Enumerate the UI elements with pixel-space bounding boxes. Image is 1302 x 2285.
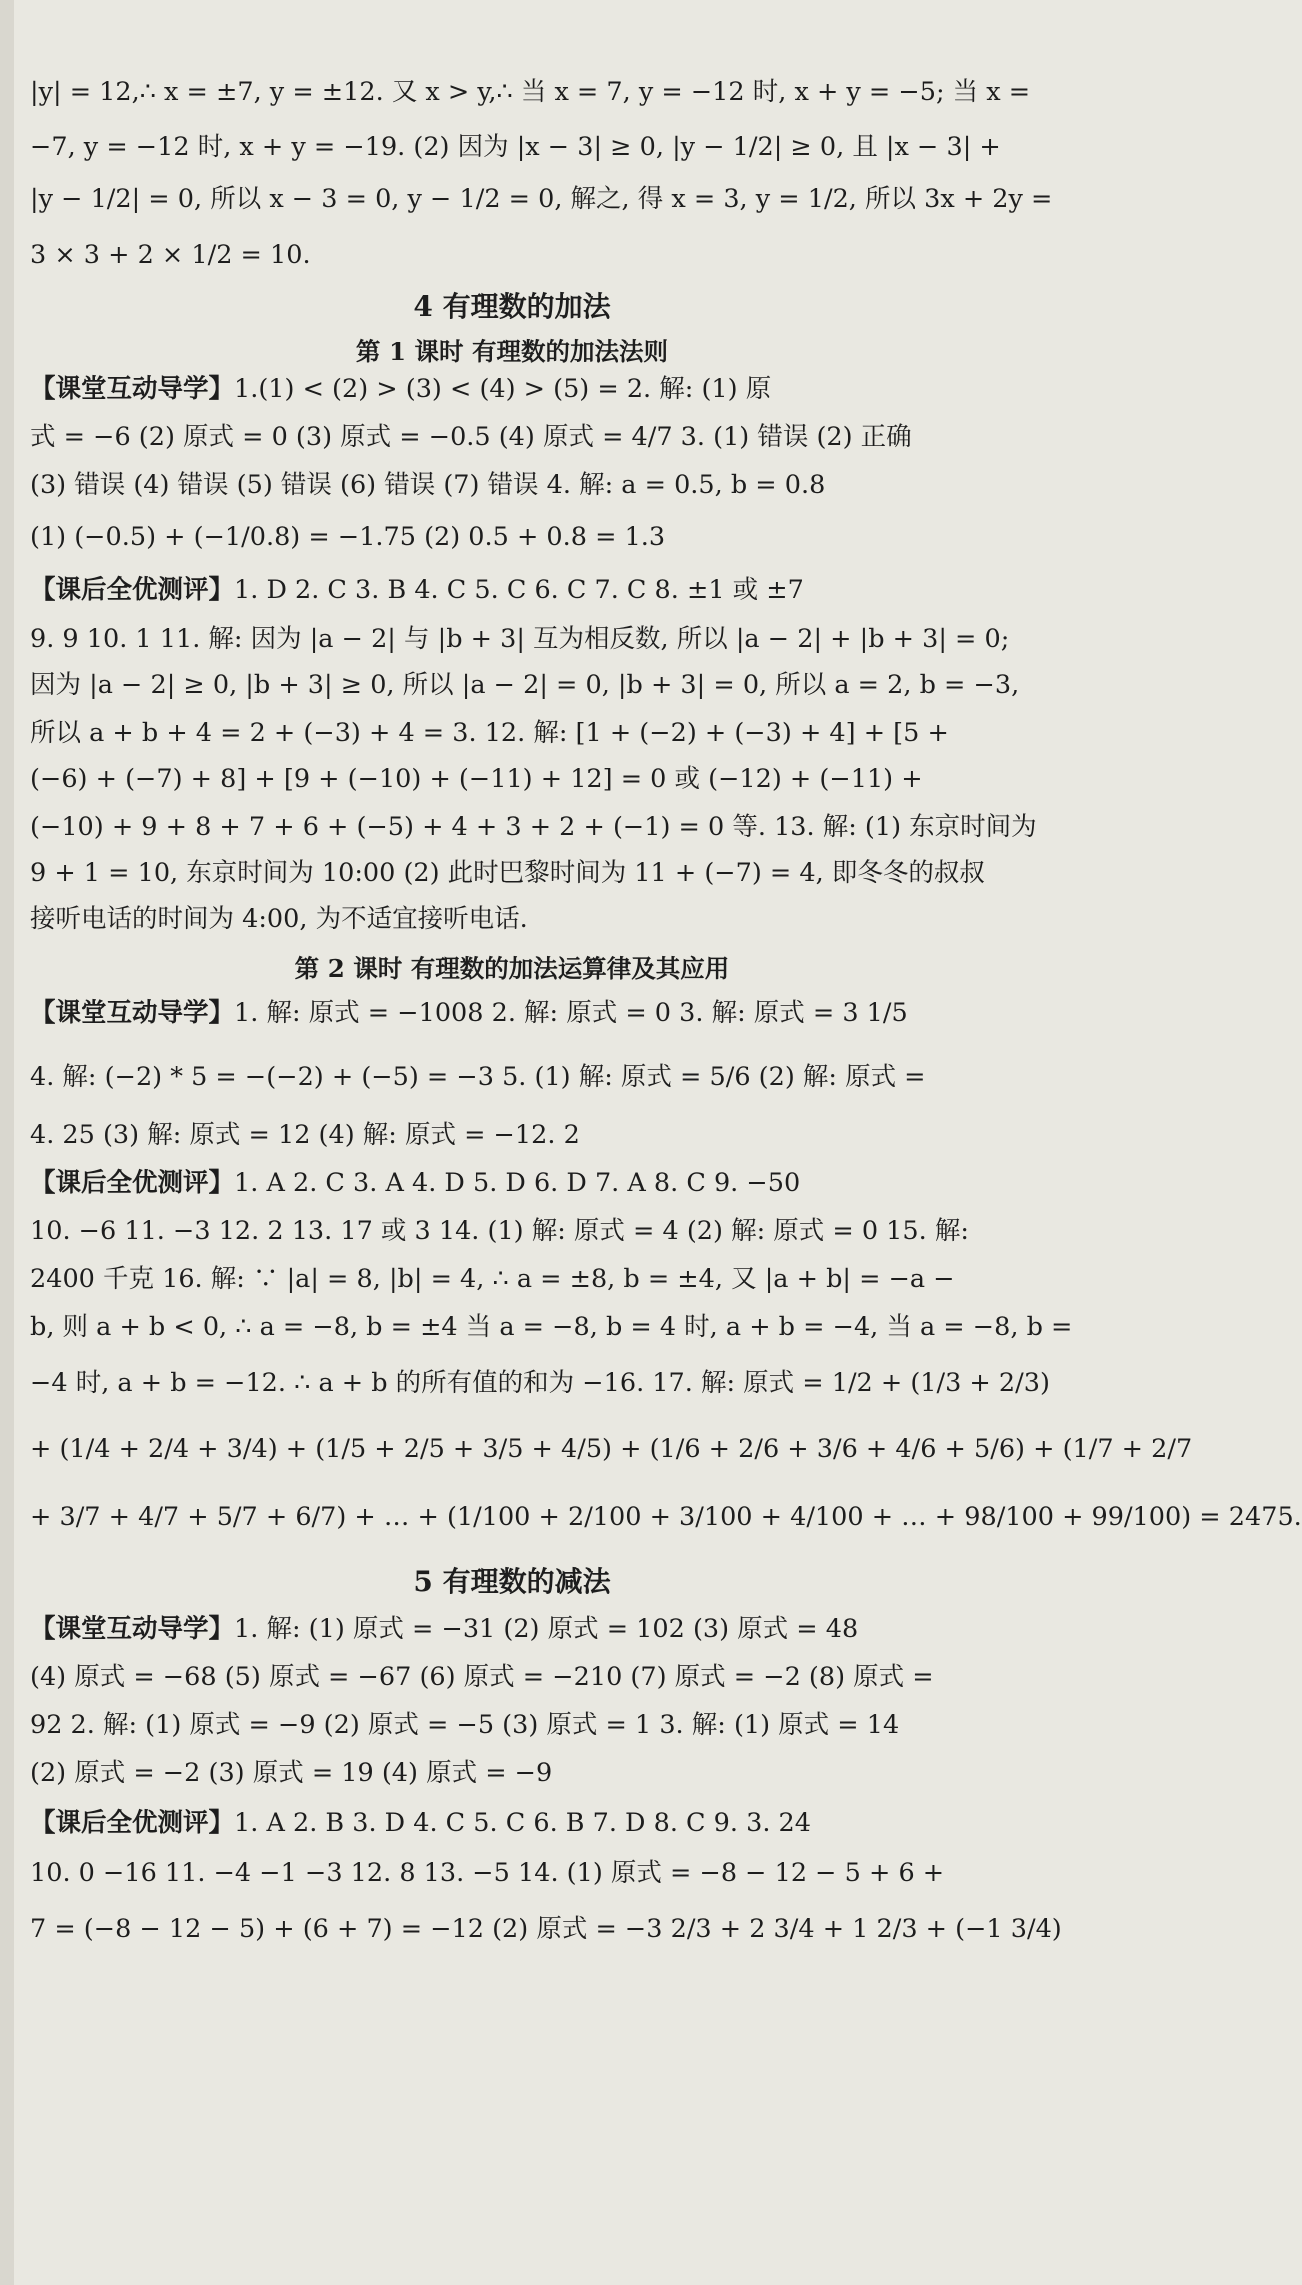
section-tag: 【课后全优测评】 [30, 1168, 235, 1198]
text-line: 【课堂互动导学】1. 解: 原式 = −1008 2. 解: 原式 = 0 3. 解: 原式 = 3 1/5 [30, 998, 908, 1028]
section-tag: 【课堂互动导学】 [30, 374, 235, 404]
text-line: 【课后全优测评】1. D 2. C 3. B 4. C 5. C 6. C 7. C 8. ±1 或 ±7 [30, 575, 804, 605]
text-line: 4. 解: (−2) * 5 = −(−2) + (−5) = −3 5. (1) 解: 原式 = 5/6 (2) 解: 原式 = [30, 1062, 926, 1092]
text-line: b, 则 a + b < 0, ∴ a = −8, b = ±4 当 a = −8, b = 4 时, a + b = −4, 当 a = −8, b = [30, 1312, 1073, 1342]
text-line: (4) 原式 = −68 (5) 原式 = −67 (6) 原式 = −210 (7) 原式 = −2 (8) 原式 = [30, 1662, 934, 1692]
text-line: 因为 |a − 2| ≥ 0, |b + 3| ≥ 0, 所以 |a − 2| = 0, |b + 3| = 0, 所以 a = 2, b = −3, [30, 670, 1020, 700]
text-line: (1) (−0.5) + (−1/0.8) = −1.75 (2) 0.5 + 0.8 = 1.3 [30, 522, 666, 552]
text-line: 9 + 1 = 10, 东京时间为 10:00 (2) 此时巴黎时间为 11 + (−7) = 4, 即冬冬的叔叔 [30, 858, 985, 888]
text-line: (−6) + (−7) + 8] + [9 + (−10) + (−11) + 12] = 0 或 (−12) + (−11) + [30, 764, 923, 794]
text-line: 式 = −6 (2) 原式 = 0 (3) 原式 = −0.5 (4) 原式 = 4/7 3. (1) 错误 (2) 正确 [30, 422, 912, 452]
lesson-heading: 第 1 课时 有理数的加法法则 [355, 337, 669, 366]
text-line: 4. 25 (3) 解: 原式 = 12 (4) 解: 原式 = −12. 2 [30, 1120, 580, 1150]
section-heading: 5 有理数的减法 [413, 1565, 611, 1598]
text-line: 10. −6 11. −3 12. 2 13. 17 或 3 14. (1) 解: 原式 = 4 (2) 解: 原式 = 0 15. 解: [30, 1216, 969, 1246]
text-line: 9. 9 10. 1 11. 解: 因为 |a − 2| 与 |b + 3| 互为相反数, 所以 |a − 2| + |b + 3| = 0; [30, 624, 1010, 654]
text-line: 【课堂互动导学】1. 解: (1) 原式 = −31 (2) 原式 = 102 (3) 原式 = 48 [30, 1614, 859, 1644]
text-line: 10. 0 −16 11. −4 −1 −3 12. 8 13. −5 14. (1) 原式 = −8 − 12 − 5 + 6 + [30, 1858, 945, 1888]
text-line: 92 2. 解: (1) 原式 = −9 (2) 原式 = −5 (3) 原式 = 1 3. 解: (1) 原式 = 14 [30, 1710, 900, 1740]
text-line: 【课后全优测评】1. A 2. C 3. A 4. D 5. D 6. D 7. A 8. C 9. −50 [30, 1168, 801, 1198]
text-line: 7 = (−8 − 12 − 5) + (6 + 7) = −12 (2) 原式 = −3 2/3 + 2 3/4 + 1 2/3 + (−1 3/4) [30, 1914, 1062, 1944]
text-line: (−10) + 9 + 8 + 7 + 6 + (−5) + 4 + 3 + 2 + (−1) = 0 等. 13. 解: (1) 东京时间为 [30, 812, 1037, 842]
text-line: |y| = 12,∴ x = ±7, y = ±12. 又 x > y,∴ 当 x = 7, y = −12 时, x + y = −5; 当 x = [30, 77, 1031, 107]
text-line: −4 时, a + b = −12. ∴ a + b 的所有值的和为 −16. 17. 解: 原式 = 1/2 + (1/3 + 2/3) [30, 1368, 1050, 1398]
text-line: 3 × 3 + 2 × 1/2 = 10. [30, 240, 311, 270]
text-line: |y − 1/2| = 0, 所以 x − 3 = 0, y − 1/2 = 0, 解之, 得 x = 3, y = 1/2, 所以 3x + 2y = [30, 184, 1053, 214]
text-line: 接听电话的时间为 4:00, 为不适宜接听电话. [30, 904, 528, 934]
section-tag: 【课后全优测评】 [30, 575, 235, 605]
section-tag: 【课堂互动导学】 [30, 1614, 235, 1644]
text-line: 所以 a + b + 4 = 2 + (−3) + 4 = 3. 12. 解: [1 + (−2) + (−3) + 4] + [5 + [30, 718, 949, 748]
text-line: (2) 原式 = −2 (3) 原式 = 19 (4) 原式 = −9 [30, 1758, 553, 1788]
text-line: 【课堂互动导学】1.(1) < (2) > (3) < (4) > (5) = 2. 解: (1) 原 [30, 374, 772, 404]
text-line: + 3/7 + 4/7 + 5/7 + 6/7) + … + (1/100 + 2/100 + 3/100 + 4/100 + … + 98/100 + 99/100) = 2475. [30, 1502, 1302, 1532]
lesson-heading: 第 2 课时 有理数的加法运算律及其应用 [294, 954, 730, 983]
text-line: 2400 千克 16. 解: ∵ |a| = 8, |b| = 4, ∴ a = ±8, b = ±4, 又 |a + b| = −a − [30, 1264, 955, 1294]
text-line: (3) 错误 (4) 错误 (5) 错误 (6) 错误 (7) 错误 4. 解: a = 0.5, b = 0.8 [30, 470, 826, 500]
text-line: −7, y = −12 时, x + y = −19. (2) 因为 |x − 3| ≥ 0, |y − 1/2| ≥ 0, 且 |x − 3| + [30, 132, 1001, 162]
text-line: 【课后全优测评】1. A 2. B 3. D 4. C 5. C 6. B 7. D 8. C 9. 3. 24 [30, 1808, 811, 1838]
section-tag: 【课堂互动导学】 [30, 998, 235, 1028]
section-heading: 4 有理数的加法 [413, 290, 611, 323]
text-line: + (1/4 + 2/4 + 3/4) + (1/5 + 2/5 + 3/5 + 4/5) + (1/6 + 2/6 + 3/6 + 4/6 + 5/6) + (1/7 + 2/7 [30, 1434, 1193, 1464]
section-tag: 【课后全优测评】 [30, 1808, 235, 1838]
